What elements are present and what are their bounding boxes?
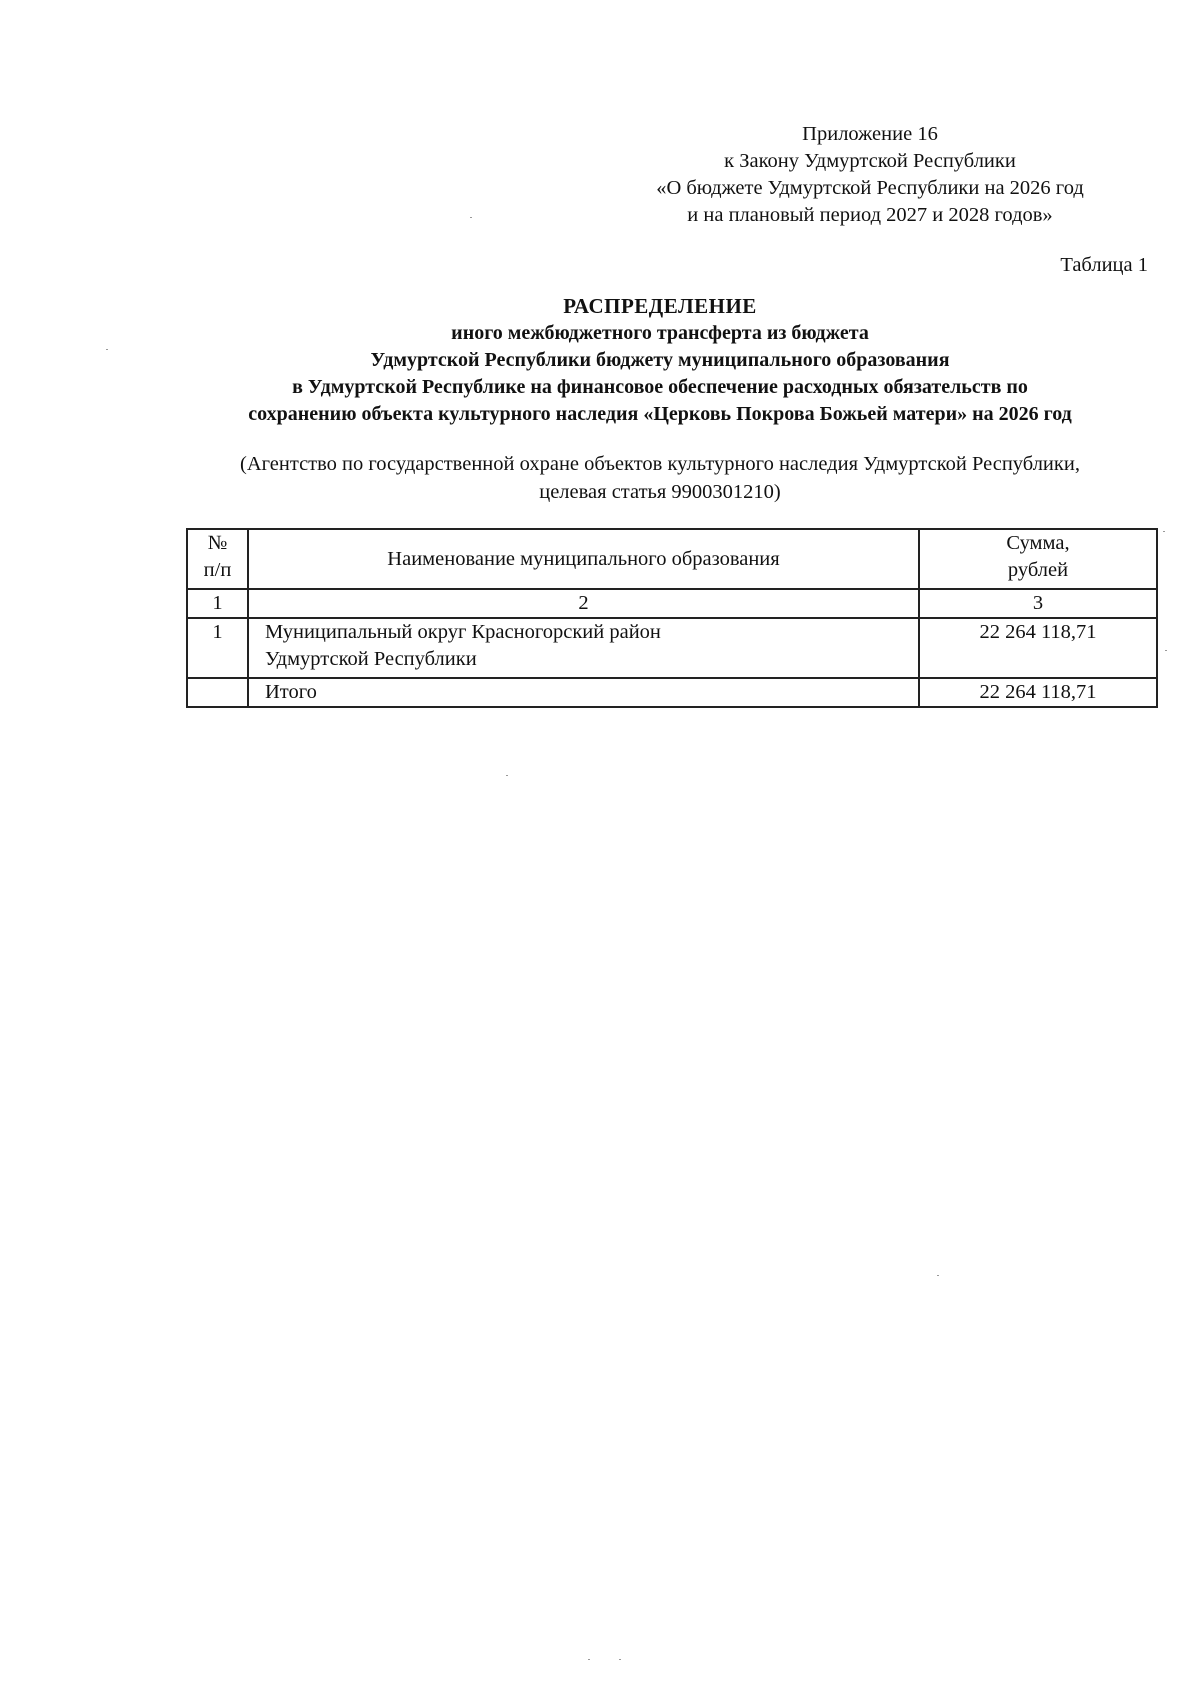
column-number-cell: 1 — [187, 589, 248, 618]
appendix-reference — [590, 121, 1150, 229]
appendix-line: к Закону Удмуртской Республики — [724, 150, 1016, 172]
heading-line: иного межбюджетного трансферта из бюджета — [451, 322, 869, 344]
table-header-row — [187, 529, 1157, 589]
appendix-line: и на плановый период 2027 и 2028 годов» — [687, 204, 1053, 226]
row-name-line: Удмуртской Республики — [265, 648, 477, 670]
row-sum-cell: 22 264 118,71 — [919, 618, 1157, 678]
column-number-cell: 2 — [248, 589, 919, 618]
table-label: Таблица 1 — [1060, 254, 1148, 276]
appendix-line: Приложение 16 — [802, 123, 938, 145]
header-number-abbr: п/п — [203, 559, 232, 581]
scan-speck — [588, 1659, 590, 1660]
scan-speck — [937, 1275, 939, 1276]
row-name-cell — [248, 618, 919, 678]
heading-line: в Удмуртской Республике на финансовое обеспечение расходных обязательств по — [292, 376, 1028, 398]
agency-subtitle — [160, 450, 1160, 506]
header-cell-number — [187, 529, 248, 589]
scan-speck — [1163, 531, 1165, 532]
scan-speck — [506, 775, 508, 776]
distribution-table — [186, 528, 1158, 708]
scan-speck — [106, 349, 108, 350]
column-number-cell: 3 — [919, 589, 1157, 618]
total-sum-cell: 22 264 118,71 — [919, 678, 1157, 707]
header-cell-name: Наименование муниципального образования — [248, 529, 919, 589]
row-number-cell: 1 — [187, 618, 248, 678]
heading-line: Удмуртской Республики бюджету муниципального образования — [370, 349, 950, 371]
scan-speck — [1165, 650, 1167, 651]
document-heading — [160, 293, 1160, 428]
heading-title: РАСПРЕДЕЛЕНИЕ — [563, 294, 757, 318]
scan-speck — [619, 1659, 621, 1660]
total-label-cell: Итого — [248, 678, 919, 707]
heading-line: сохранению объекта культурного наследия «Церковь Покрова Божьей матери» на 2026 год — [248, 403, 1072, 425]
total-row — [187, 678, 1157, 707]
scan-speck — [470, 217, 472, 218]
header-number-symbol: № — [207, 532, 228, 554]
total-empty-cell — [187, 678, 248, 707]
header-sum-line: Сумма, — [1006, 532, 1070, 554]
appendix-line: «О бюджете Удмуртской Республики на 2026 год — [656, 177, 1084, 199]
header-sum-unit: рублей — [1007, 559, 1069, 581]
header-cell-sum — [919, 529, 1157, 589]
table-row — [187, 618, 1157, 678]
subtitle-line: целевая статья 9900301210) — [539, 481, 781, 503]
subtitle-line: (Агентство по государственной охране объектов культурного наследия Удмуртской Республики, — [240, 453, 1080, 475]
column-number-row — [187, 589, 1157, 618]
row-name-line: Муниципальный округ Красногорский район — [265, 621, 661, 643]
